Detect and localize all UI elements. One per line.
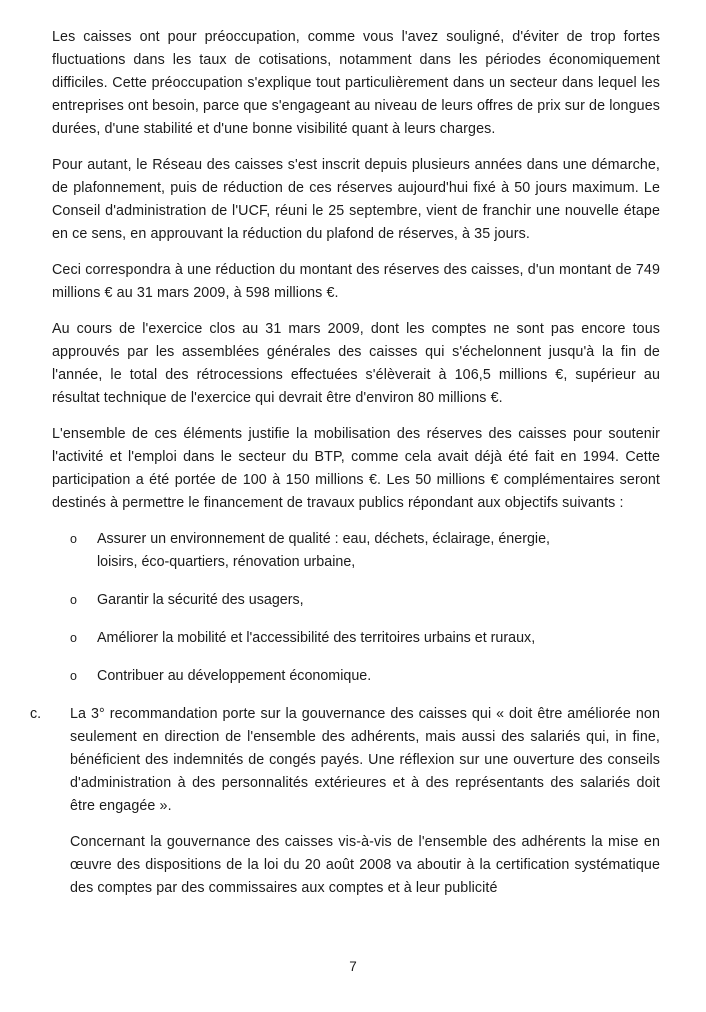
bullet-list bbox=[70, 528, 660, 688]
list-item-text: Améliorer la mobilité et l'accessibilité des territoires urbains et ruraux, bbox=[97, 630, 536, 646]
bullet-marker: o bbox=[70, 532, 77, 546]
bullet-marker: o bbox=[70, 593, 77, 607]
item-c-paragraph-loi-2008: Concernant la gouvernance des caisses vis-à-vis de l'ensemble des adhérents la mise en œuvre des dispositions de la loi du 20 août 2008 va aboutir à la certification systématique des comptes par des commissaires aux comptes et à leur publicité bbox=[70, 834, 660, 896]
item-c-body bbox=[70, 703, 660, 900]
document-content bbox=[30, 26, 660, 900]
paragraph-reduction-montant: Ceci correspondra à une réduction du montant des réserves des caisses, d'un montant de 749 millions € au 31 mars 2009, à 598 millions €. bbox=[52, 262, 660, 301]
list-item-text: Garantir la sécurité des usagers, bbox=[97, 592, 304, 608]
list-item-c bbox=[30, 703, 660, 900]
bullet-marker: o bbox=[70, 631, 77, 645]
paragraph-mobilisation-reserves: L'ensemble de ces éléments justifie la mobilisation des réserves des caisses pour soutenir l'activité et l'emploi dans le secteur du BTP, comme cela avait déjà été fait en 1994. Cette participation a été portée de 100 à 150 millions €. Les 50 millions € complémentaires seront destinés à permettre le financement de travaux publics répondant aux objectifs suivants : bbox=[52, 426, 660, 511]
list-item-text: Assurer un environnement de qualité : eau, déchets, éclairage, énergie, loisirs, éco-quartiers, rénovation urbaine, bbox=[97, 531, 551, 570]
list-item bbox=[70, 627, 660, 650]
paragraph-exercice-clos: Au cours de l'exercice clos au 31 mars 2009, dont les comptes ne sont pas encore tous approuvés par les assemblées générales des caisses qui s'échelonnent jusqu'à la fin de l'année, le total des rétrocessions effectuées s'élèverait à 106,5 millions €, supérieur au résultat technique de l'exercice qui devrait être d'environ 80 millions €. bbox=[52, 321, 660, 406]
item-c-label: c. bbox=[30, 706, 42, 722]
paragraph-caisses-preoccupation: Les caisses ont pour préoccupation, comme vous l'avez souligné, d'éviter de trop fortes fluctuations dans les taux de cotisations, notamment dans les périodes économiquement difficiles. Cette préoccupation s'explique tout particulièrement dans un secteur dans lequel les entreprises ont besoin, parce que s'engageant au niveau de leurs offres de prix sur de longues durées, d'une stabilité et d'une bonne visibilité quant à leurs charges. bbox=[52, 29, 660, 137]
page-number: 7 bbox=[349, 959, 357, 974]
list-item bbox=[70, 665, 660, 688]
item-c-paragraph-gouvernance: La 3° recommandation porte sur la gouvernance des caisses qui « doit être améliorée non seulement en direction de l'ensemble des adhérents, mais aussi des salariés qui, in fine, bénéficient des indemnités de congés payés. Une réflexion sur une ouverture des conseils d'administration à des personnalités extérieures et à des représentants des salariés doit être engagée ». bbox=[70, 706, 660, 814]
bullet-marker: o bbox=[70, 669, 77, 683]
paragraph-reseau-caisses: Pour autant, le Réseau des caisses s'est inscrit depuis plusieurs années dans une démarche, de plafonnement, puis de réduction de ces réserves aujourd'hui fixé à 50 jours maximum. Le Conseil d'administration de l'UCF, réuni le 25 septembre, vient de franchir une nouvelle étape en ce sens, en approuvant la réduction du plafond de réserves, à 35 jours. bbox=[52, 157, 660, 242]
list-item bbox=[70, 589, 660, 612]
list-item-text: Contribuer au développement économique. bbox=[97, 668, 372, 684]
list-item bbox=[70, 528, 660, 574]
